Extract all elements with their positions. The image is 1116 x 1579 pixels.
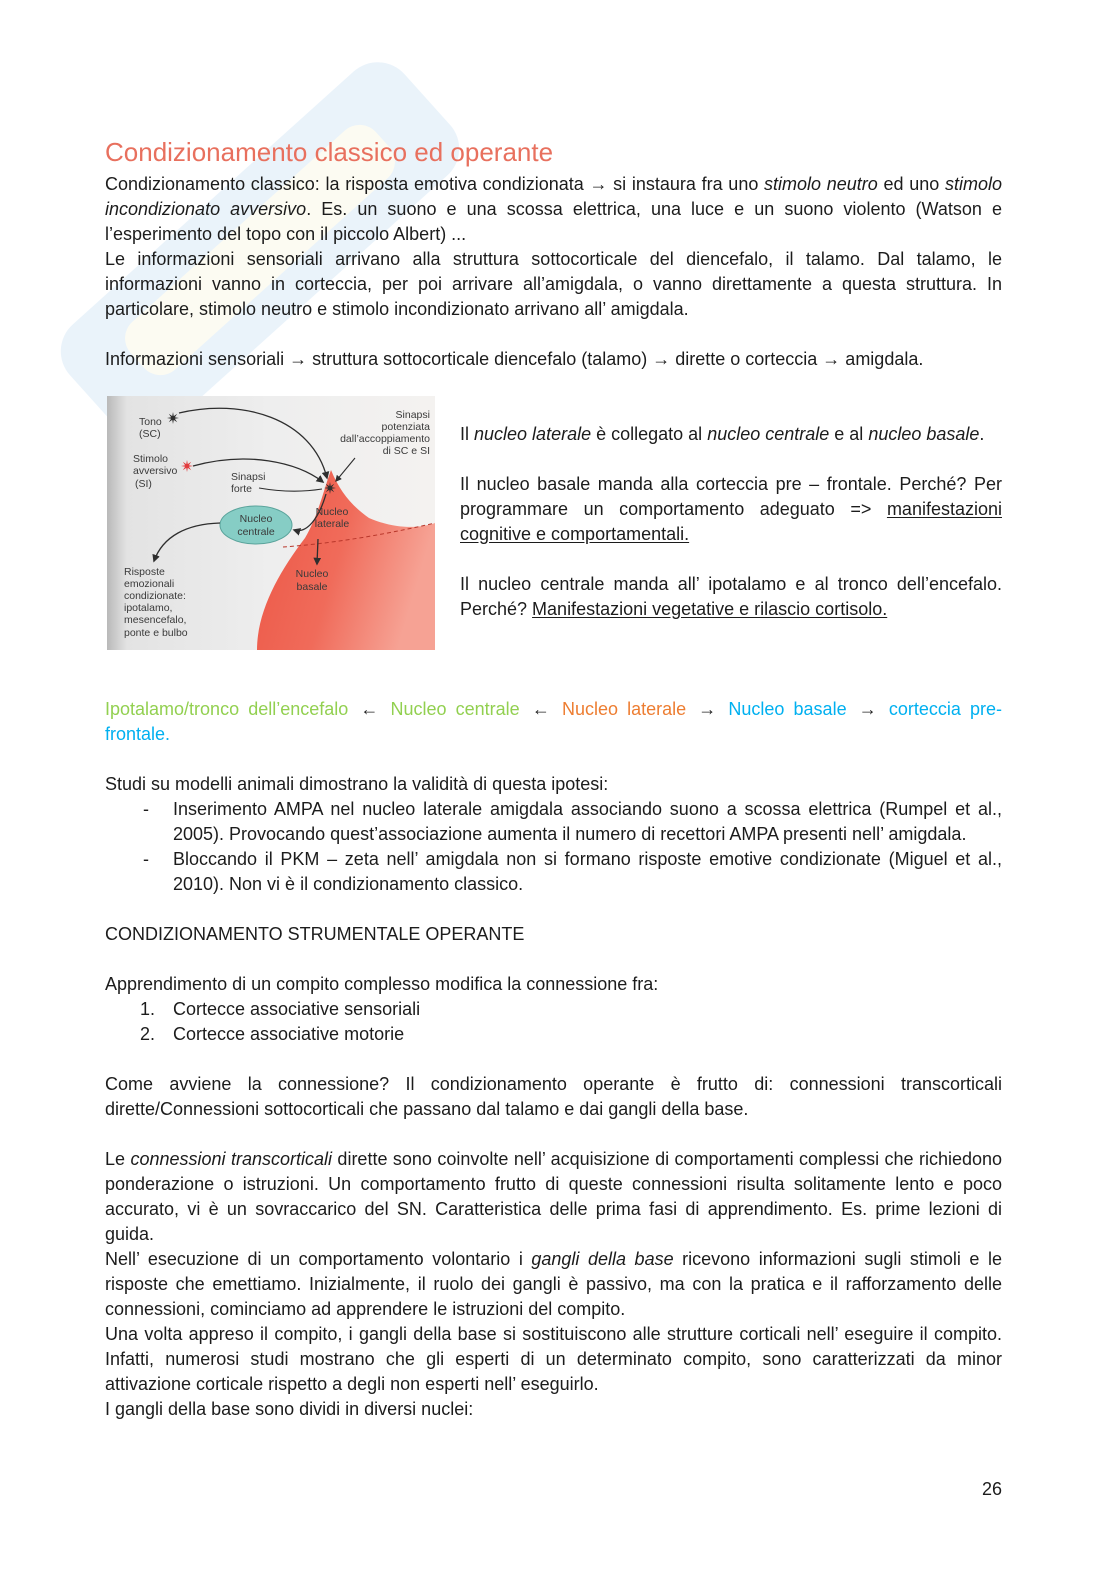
text-run: dirette sono coinvolte nell’ acquisizione di comportamenti complessi che richiedono ponderazione o istruzioni. Un comportamento frutto di queste connessioni risulta solitamente lento e poco accurato, vi è un sovraccarico del SN. Caratteristica delle prima fasi di apprendimento. Es. prime lezioni di guida. [105,1148,1003,1244]
cortices-list [105,997,1002,1047]
label-nucleo-laterale: Nucleo [315,506,349,518]
italic-run: nucleo laterale [474,423,592,444]
operant-heading: CONDIZIONAMENTO STRUMENTALE OPERANTE [105,923,525,944]
list-item [105,1022,1002,1047]
label-sinapsi-potenziata: di SC e SI [382,445,430,457]
list-number: 1. [140,998,156,1019]
text-run: . [979,423,985,444]
transcortical-paragraph [105,1147,1002,1247]
list-item-text: Bloccando il PKM – zeta nell’ amigdala non si formano risposte emotive condizionate (Miguel et al., 2010). Non vi è il condizionamento classico. [173,848,1002,894]
learned-task-paragraph: Una volta appreso il compito, i gangli della base si sostituiscono alle strutture corticali nell’ eseguire il compito. Infatti, numerosi studi mostrano che gli esperti di un determinato compito, sono caratterizzati da minor attivazione corticale rispetto a degli non esperti nell’ eseguirlo. [105,1323,1002,1394]
arrow-right-icon: → [858,698,877,719]
label-nucleo-centrale: Nucleo [239,513,273,525]
lateral-nucleus-paragraph [460,422,1002,447]
figure-side-text [460,396,1002,650]
text-run: Il nucleo basale manda alla corteccia pre – frontale. Perché? Per programmare un comportamento adeguato => [460,473,1002,519]
list-item [105,997,1002,1022]
text-run: è collegato al [591,423,708,444]
label-sinapsi-potenziata: Sinapsi [395,409,430,421]
italic-run: stimolo incondizionato avversivo [105,173,1002,219]
star-icon-synapse [324,482,336,494]
basal-ganglia-paragraph [105,1247,1002,1322]
text-run: Il nucleo centrale manda all’ ipotalamo e al tronco dell’encefalo. Perché? [460,573,1002,619]
pathway-nucleo-laterale: Nucleo laterale [561,698,687,719]
label-nucleo-basale: basale [296,581,328,593]
label-sinapsi-potenziata: dall’accoppiamento [340,433,430,445]
nuclei-paragraph: I gangli della base sono dividi in diversi nuclei: [105,1398,474,1419]
document-body [105,137,1002,1422]
label-risposte: ipotalamo, [124,602,173,614]
text-run: Nell’ esecuzione di un comportamento volontario i [105,1248,532,1269]
dash-bullet: - [143,848,149,869]
pathway-nucleo-basale: Nucleo basale [728,698,847,719]
label-nucleo-centrale: centrale [237,526,275,538]
learning-intro: Apprendimento di un compito complesso modifica la connessione fra: [105,973,659,994]
label-sinapsi-forte: forte [231,483,253,495]
studies-intro: Studi su modelli animali dimostrano la validità di questa ipotesi: [105,773,609,794]
text-run: e al [829,423,869,444]
label-stimolo: Stimolo [133,453,169,465]
label-nucleo-basale: Nucleo [295,568,329,580]
label-risposte: ponte e bulbo [124,627,188,639]
figure-section [105,396,1002,650]
amygdala-diagram-svg [107,396,435,650]
label-sinapsi-potenziata: potenziata [381,421,430,433]
label-risposte: Risposte [124,566,165,578]
arrow-left-icon: ← [531,698,550,719]
text-run: Il [460,423,475,444]
label-risposte: emozionali [124,578,175,590]
basal-nucleus-paragraph [460,472,1002,547]
italic-run: stimolo neutro [764,173,878,194]
label-risposte: mesencefalo, [124,614,187,626]
italic-run: gangli della base [531,1248,674,1269]
text-run: Le [105,1148,131,1169]
sensory-information-paragraph: Le informazioni sensoriali arrivano alla struttura sottocorticale del diencefalo, il talamo. Dal talamo, le informazioni vanno in corteccia, per poi arrivare all’amigdala, o vanno direttamente a questa struttura. In particolare, stimolo neutro e stimolo incondizionato arrivano all’ amigdala. [105,248,1002,319]
pathway-nucleo-centrale: Nucleo centrale [390,698,520,719]
classical-conditioning-paragraph [105,172,1002,247]
label-nucleo-laterale: laterale [314,518,350,530]
star-icon-tone [167,412,179,424]
connection-paragraph: Come avviene la connessione? Il condizionamento operante è frutto di: connessioni transcorticali dirette/Connessioni sottocorticali che passano dal talamo e dai gangli della base. [105,1073,1002,1119]
label-tono: Tono [139,416,162,428]
central-nucleus-shape [220,506,292,544]
pathway-ipotalamo: Ipotalamo/tronco dell’encefalo [105,698,349,719]
list-number: 2. [140,1023,156,1044]
label-risposte: condizionate: [124,590,186,602]
label-stimolo: avversivo [133,465,178,477]
label-tono: (SC) [139,428,161,440]
dash-bullet: - [143,798,149,819]
underlined-run: manifestazioni cognitive e comportamentali. [460,498,1002,544]
arrow-right-icon: → [698,698,717,719]
pathway-line [105,697,1002,747]
sensory-pathway-summary: Informazioni sensoriali → struttura sottocorticale diencefalo (talamo) → dirette o corteccia → amigdala. [105,348,924,369]
list-item [105,797,1002,847]
central-nucleus-paragraph [460,572,1002,622]
italic-run: nucleo basale [868,423,980,444]
italic-run: nucleo centrale [707,423,830,444]
label-stimolo: (SI) [135,478,152,490]
amygdala-diagram [107,396,435,650]
italic-run: connessioni transcorticali [130,1148,332,1169]
page-number: 26 [981,1479,1002,1499]
section-title: Condizionamento classico ed operante [105,137,554,167]
text-run: Condizionamento classico: la risposta emotiva condizionata → si instaura fra uno [105,173,765,194]
list-item [105,847,1002,897]
star-icon-stimulus [181,460,193,472]
text-run: ed uno [877,173,945,194]
text-run: ricevono informazioni sugli stimoli e le risposte che emettiamo. Inizialmente, il ruolo dei gangli è passivo, ma con la pratica e il rafforzamento delle connessioni, cominciamo ad apprendere le istruzioni del compito. [105,1248,1003,1319]
text-run: . Es. un suono e una scossa elettrica, una luce e un suono violento (Watson e l’esperimento del topo con il piccolo Albert) ... [105,198,1002,244]
label-sinapsi-forte: Sinapsi [231,471,266,483]
pathway-corteccia: corteccia pre-frontale. [105,698,1002,744]
underlined-run: Manifestazioni vegetative e rilascio cortisolo. [532,598,888,619]
arrow-left-icon: ← [360,698,379,719]
list-item-text: Inserimento AMPA nel nucleo laterale amigdala associando suono a scossa elettrica (Rumpel et al., 2005). Provocando quest’associazione aumenta il numero di recettori AMPA presenti nell’ amigdala. [173,798,1002,844]
studies-list [105,797,1002,897]
list-item-text: Cortecce associative motorie [173,1023,405,1044]
list-item-text: Cortecce associative sensoriali [173,998,421,1019]
